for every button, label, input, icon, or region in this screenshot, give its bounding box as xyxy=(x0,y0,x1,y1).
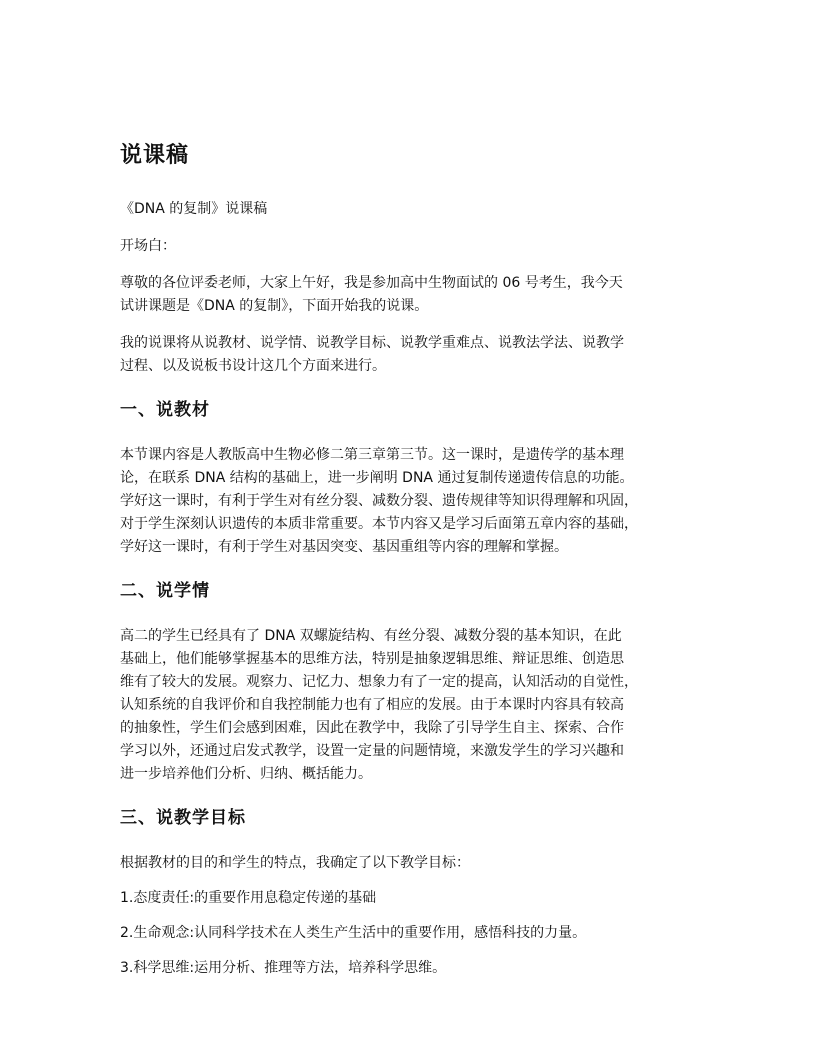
goal-item-3: 3.科学思维:运用分析、推理等方法，培养科学思维。 xyxy=(120,960,447,976)
opening-label: 开场白： xyxy=(120,238,176,254)
goal-item-2: 2.生命观念:认同科学技术在人类生产生活中的重要作用，感悟科技的力量。 xyxy=(120,925,587,941)
document-content xyxy=(120,140,710,992)
intro-paragraph: 尊敬的各位评委老师，大家上午好，我是参加高中生物面试的 06 号考生，我今天 试讲课题是《DNA 的复制》，下面开始我的说课。 xyxy=(120,275,623,314)
outline-paragraph: 我的说课将从说教材、说学情、说教学目标、说教学重难点、说教法学法、说教学 过程、以及说板书设计这几个方面来进行。 xyxy=(120,335,624,374)
document-title: 说课稿 xyxy=(120,143,190,168)
section-paragraph-students: 高二的学生已经具有了 DNA 双螺旋结构、有丝分裂、减数分裂的基本知识，在此 基础上，他们能够掌握基本的思维方法，特别是抽象逻辑思维、辩证思维、创造思 维有了较大的发展。观察力、记忆力、想象力有了一定的提高，认知活动的自觉性， 认知系统的自我评价和自我控制能力也有了相应的发展。由于本课时内容具有较高 的抽象性，学生们会感到困难，因此在教学中，我除了引导学生自主、探索、合作 学习以外，还通过启发式教学，设置一定量的问题情境，来激发学生的学习兴趣和 进一步培养他们分析、归纳、概括能力。 xyxy=(120,628,638,782)
section-paragraph-textbook: 本节课内容是人教版高中生物必修二第三章第三节。这一课时，是遗传学的基本理 论，在联系 DNA 结构的基础上，进一步阐明 DNA 通过复制传递遗传信息的功能。 学好这一课时，有利于学生对有丝分裂、减数分裂、遗传规律等知识得理解和巩固， 对于学生深刻认识遗传的本质非常重要。本节内容又是学习后面第五章内容的基础， 学好这一课时，有利于学生对基因突变、基因重组等内容的理解和掌握。 xyxy=(120,447,638,555)
section-heading-students: 二、说学情 xyxy=(120,581,210,601)
section-heading-textbook: 一、说教材 xyxy=(120,400,210,420)
section-heading-goals: 三、说教学目标 xyxy=(120,808,246,828)
document-subtitle: 《DNA 的复制》说课稿 xyxy=(120,201,268,217)
section-paragraph-goals: 根据教材的目的和学生的特点，我确定了以下教学目标： xyxy=(120,855,470,871)
goal-item-1: 1.态度责任:的重要作用息稳定传递的基础 xyxy=(120,890,377,906)
